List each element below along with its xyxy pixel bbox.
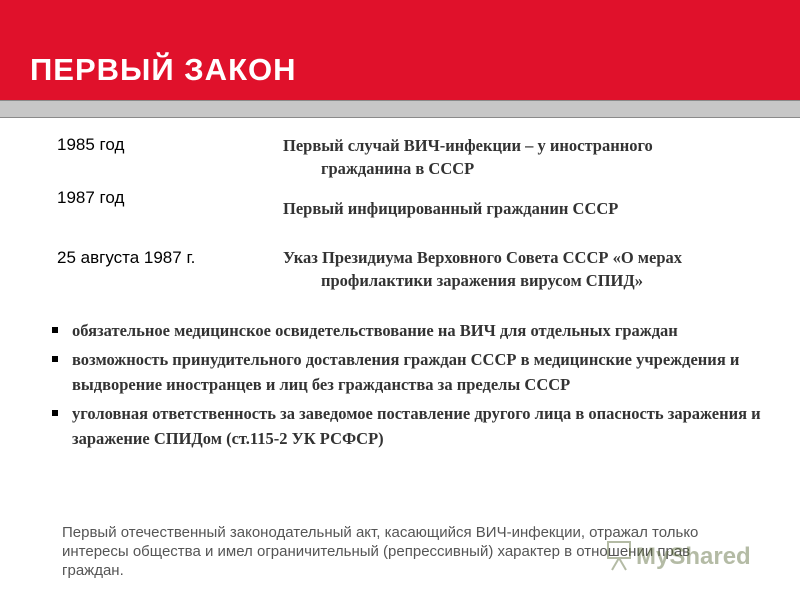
measure-item xyxy=(50,401,770,451)
event-line: Первый инфицированный гражданин СССР xyxy=(283,199,619,218)
timeline-date-aug-1987: 25 августа 1987 г. xyxy=(57,248,196,267)
watermark-logo xyxy=(604,538,774,572)
event-line: Первый случай ВИЧ-инфекции – у иностранного xyxy=(283,136,653,155)
title-underbar xyxy=(0,100,800,118)
measure-text: возможность принудительного доставления граждан СССР в медицинские учреждения и выдворение иностранцев и лиц без гражданства за пределы СССР xyxy=(72,350,740,394)
timeline-date-1985: 1985 год xyxy=(57,135,125,154)
measures-list xyxy=(50,318,770,455)
title-banner xyxy=(0,0,800,100)
measure-text: обязательное медицинское освидетельствование на ВИЧ для отдельных граждан xyxy=(72,321,678,340)
presentation-board-icon xyxy=(608,542,630,570)
timeline-date-1987: 1987 год xyxy=(57,188,125,207)
measure-text: уголовная ответственность за заведомое поставление другого лица в опасность заражения и заражение СПИДом (ст.115-2 УК РСФСР) xyxy=(72,404,761,448)
footer-note: Первый отечественный законодательный акт, касающийся ВИЧ-инфекции, отражал только интересы общества и имел ограничительный (репрессивный) характер в отношении прав граждан. xyxy=(62,524,699,579)
square-bullet-icon xyxy=(52,356,58,362)
event-line: Указ Президиума Верховного Совета СССР «О мерах xyxy=(283,248,683,267)
square-bullet-icon xyxy=(52,410,58,416)
timeline-event-decree xyxy=(283,246,783,292)
square-bullet-icon xyxy=(52,327,58,333)
measure-item xyxy=(50,318,770,343)
timeline-event-1987 xyxy=(283,197,783,220)
event-line-continued: профилактики заражения вирусом СПИД» xyxy=(321,271,643,290)
watermark-text: MyShared xyxy=(636,543,751,570)
timeline-event-1985 xyxy=(283,134,783,180)
slide-title: ПЕРВЫЙ ЗАКОН xyxy=(30,52,297,87)
event-line-continued: гражданина в СССР xyxy=(321,159,475,178)
measure-item xyxy=(50,347,770,397)
